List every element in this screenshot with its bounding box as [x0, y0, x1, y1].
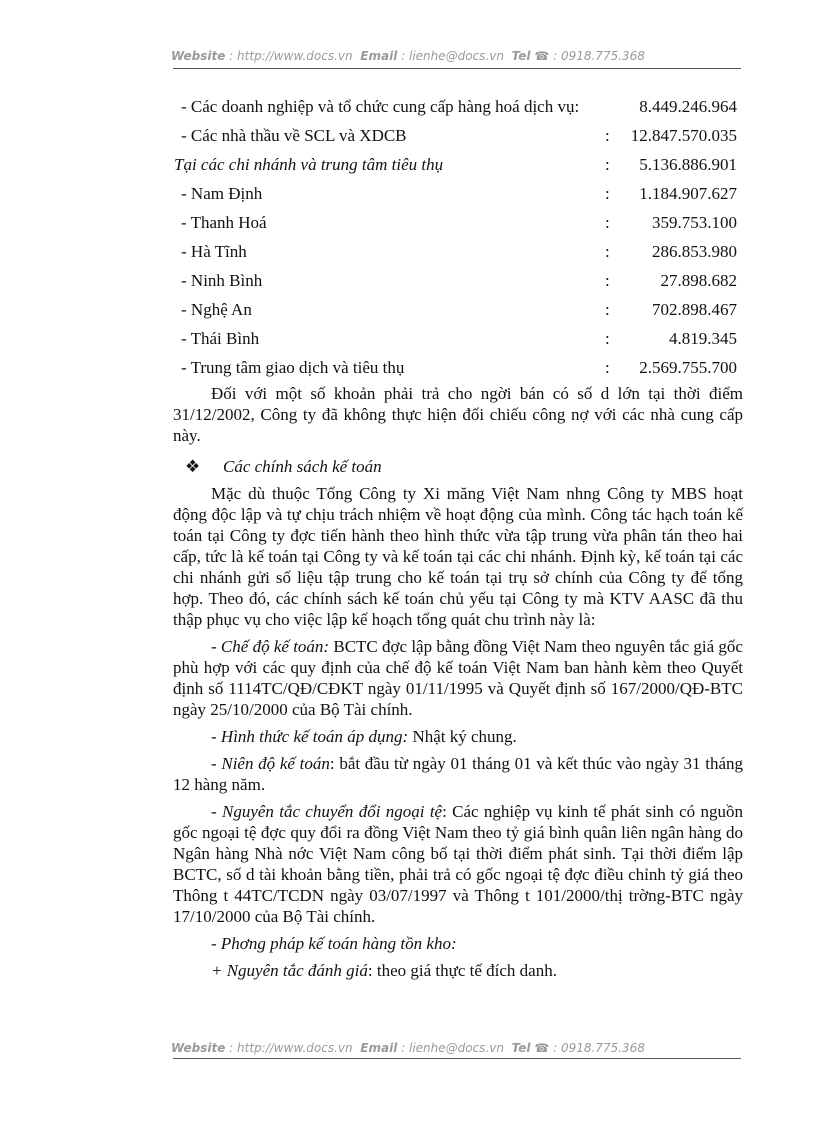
phone-icon: ☎: [534, 1041, 550, 1055]
row-colon: :: [605, 213, 610, 232]
table-row: [173, 179, 743, 208]
section-title: Các chính sách kế toán: [223, 457, 382, 476]
table-row: [173, 121, 743, 150]
page-footer: Website : http://www.docs.vn Email : lienhe@docs.vn Tel ☎ : 0918.775.368: [171, 1041, 645, 1055]
policy-label: - Nguyên tắc chuyển đổi ngoại tệ: [211, 802, 443, 821]
row-amount: 5.136.886.901: [639, 155, 737, 174]
policy-inventory-method: [173, 933, 743, 954]
payables-table: [173, 92, 743, 382]
policy-label: + Nguyên tắc đánh giá: [211, 961, 368, 980]
row-colon: :: [605, 358, 610, 377]
footer-tel-label: Tel: [511, 1041, 531, 1055]
policy-label: - Hình thức kế toán áp dụng:: [211, 727, 409, 746]
row-label: - Thái Bình: [181, 329, 260, 348]
row-colon: :: [605, 184, 610, 203]
table-row: [173, 353, 743, 382]
footer-email-label: Email: [360, 1041, 398, 1055]
row-label: - Ninh Bình: [181, 271, 263, 290]
row-amount: 702.898.467: [652, 300, 737, 319]
header-website-link[interactable]: http://www.docs.vn: [237, 49, 353, 63]
row-colon: :: [605, 242, 610, 261]
header-rule: [173, 68, 741, 69]
policy-label: - Chế độ kế toán:: [211, 637, 330, 656]
policy-valuation-principle: [173, 960, 743, 981]
row-colon: :: [605, 126, 610, 145]
policy-text: Nhật ký chung.: [408, 727, 517, 746]
table-row: [173, 208, 743, 237]
section-heading: [173, 455, 743, 479]
table-row: [173, 150, 743, 179]
policy-text: : theo giá thực tế đích danh.: [367, 961, 557, 980]
row-amount: 4.819.345: [669, 329, 737, 348]
policy-label: - Niên độ kế toán: [211, 754, 330, 773]
row-amount: 12.847.570.035: [630, 126, 737, 145]
policies-intro-paragraph: Mặc dù thuộc Tổng Công ty Xi măng Việt Nam nhng Công ty MBS hoạt động độc lập và tự chịu trách nhiệm về hoạt động của mình. Công tác hạch toán kế toán tại Công ty đợc tiến hành theo hình thức vừa tập trung vừa phân tán theo hai cấp, tức là kế toán tại Công ty và kế toán tại các chi nhánh. Định kỳ, kế toán tại các chi nhánh gửi số liệu tập trung cho kế toán tại trụ sở chính của Công ty để tổng hợp. Theo đó, các chính sách kế toán chủ yếu tại Công ty mà KTV AASC đã thu thập phục vụ cho việc lập kế hoạch tổng quát chu trình này là:: [173, 484, 743, 629]
policy-text: : bắt đầu từ ngày 01 tháng 01 và kết thúc vào ngày 31 tháng 12 hàng năm.: [173, 754, 743, 794]
table-row: [173, 237, 743, 266]
table-row: [173, 266, 743, 295]
header-email-label: Email: [360, 49, 398, 63]
row-label: - Nam Định: [181, 184, 263, 203]
diamond-bullet-icon: ❖: [185, 457, 201, 476]
footer-website-label: Website: [171, 1041, 226, 1055]
policy-bookkeeping-form: [173, 726, 743, 747]
page-header: Website : http://www.docs.vn Email : lienhe@docs.vn Tel ☎ : 0918.775.368: [171, 49, 645, 63]
table-row: [173, 295, 743, 324]
row-label: - Hà Tĩnh: [181, 242, 247, 261]
policy-fiscal-year: [173, 753, 743, 795]
row-label: - Các doanh nghiệp và tổ chức cung cấp hàng hoá dịch vụ:: [181, 97, 580, 116]
row-amount: 8.449.246.964: [639, 97, 737, 116]
footer-rule: [173, 1058, 741, 1059]
policy-text: BCTC đợc lập bằng đồng Việt Nam theo nguyên tắc giá gốc phù hợp với các quy định của chế độ kế toán Việt Nam ban hành kèm theo Quyết định số 1114TC/QĐ/CĐKT ngày 01/11/1995 và Quyết định số 167/2000/QĐ-BTC ngày 25/10/2000 của Bộ Tài chính.: [173, 637, 743, 719]
footer-website-link[interactable]: http://www.docs.vn: [237, 1041, 353, 1055]
policy-label: - Phơng pháp kế toán hàng tồn kho:: [211, 934, 457, 953]
row-colon: :: [605, 155, 610, 174]
document-body: [173, 92, 743, 981]
row-colon: :: [605, 271, 610, 290]
row-amount: 27.898.682: [660, 271, 737, 290]
header-website-label: Website: [171, 49, 226, 63]
row-label: - Thanh Hoá: [181, 213, 267, 232]
header-tel-label: Tel: [511, 49, 531, 63]
reconciliation-paragraph: Đối với một số khoản phải trả cho ngời bán có số d lớn tại thời điểm 31/12/2002, Công ty đã không thực hiện đối chiếu công nợ với các nhà cung cấp này.: [173, 384, 743, 445]
row-amount: 1.184.907.627: [639, 184, 737, 203]
row-label: Tại các chi nhánh và trung tâm tiêu thụ: [174, 155, 444, 174]
table-row: [173, 324, 743, 353]
row-amount: 2.569.755.700: [639, 358, 737, 377]
footer-email-value: : lienhe@docs.vn: [397, 1041, 504, 1055]
phone-icon: ☎: [534, 49, 550, 63]
row-amount: 286.853.980: [652, 242, 737, 261]
row-colon: :: [605, 329, 610, 348]
row-colon: :: [605, 300, 610, 319]
footer-tel-value: : 0918.775.368: [549, 1041, 645, 1055]
row-label: - Các nhà thầu về SCL và XDCB: [181, 126, 407, 145]
row-amount: 359.753.100: [652, 213, 737, 232]
row-label: - Nghệ An: [181, 300, 252, 319]
policy-currency-conversion: [173, 801, 743, 927]
table-row: [173, 92, 743, 121]
policy-accounting-regime: [173, 636, 743, 720]
row-label: - Trung tâm giao dịch và tiêu thụ: [181, 358, 405, 377]
policy-text: : Các nghiệp vụ kinh tế phát sinh có nguồn gốc ngoại tệ đợc quy đổi ra đồng Việt Nam theo tỷ giá bình quân liên ngân hàng do Ngân hàng Nhà nớc Việt Nam công bố tại thời điểm phát sinh. Tại thời điểm lập BCTC, số d tài khoản bằng tiền, phải trả có gốc ngoại tệ đợc điều chỉnh tỷ giá theo Thông t 44TC/TCDN ngày 03/07/1997 và Thông t 101/2000/thị trờng-BTC ngày 17/10/2000 của Bộ Tài chính.: [173, 802, 743, 926]
header-tel-value: : 0918.775.368: [549, 49, 645, 63]
header-email-value: : lienhe@docs.vn: [397, 49, 504, 63]
